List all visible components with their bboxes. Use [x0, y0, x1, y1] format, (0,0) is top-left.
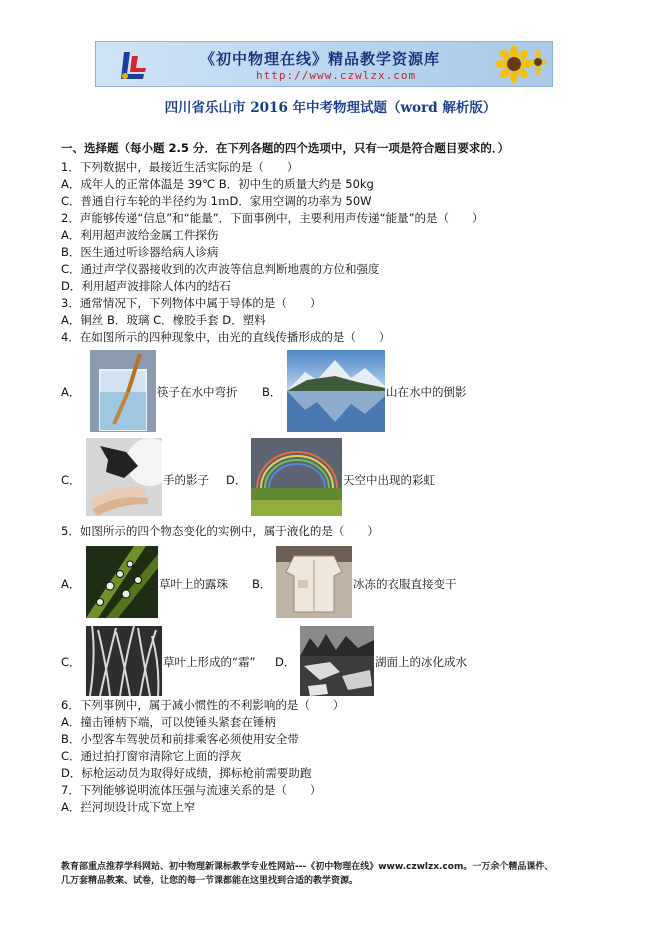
q5-a-label: A．: [61, 577, 81, 591]
footer-line-1: 教育部重点推荐学科网站、初中物理新课标教学专业性网站---《初中物理在线》www.czwlzx.com。一万余个精品课件、: [61, 862, 554, 872]
page-footer: [61, 860, 621, 888]
mountain-reflection-image: [287, 350, 385, 432]
q1-options-ab: A．成年人的正常体温是 39℃ B．初中生的质量大约是 50kg: [61, 177, 374, 191]
melting-lake-ice-image: [300, 626, 374, 696]
q5-d-label: D．: [275, 655, 296, 669]
frozen-clothes-image: [276, 546, 352, 618]
q5-b-text: 冰冻的衣服直接变干: [353, 577, 457, 591]
q6-option-b: B．小型客车驾驶员和前排乘客必须使用安全带: [61, 732, 299, 746]
q4-a-text: 筷子在水中弯折: [157, 385, 238, 399]
banner-title: 《初中物理在线》精品教学资源库: [200, 50, 441, 68]
q6-option-c: C．通过拍打窗帘清除它上面的浮灰: [61, 749, 242, 763]
q6-option-d: D．标枪运动员为取得好成绩，掷标枪前需要助跑: [61, 766, 312, 780]
header-banner: [95, 41, 553, 87]
document-title: 四川省乐山市 2016 年中考物理试题（word 解析版）: [164, 100, 497, 116]
q7-stem: 7．下列能够说明流体压强与流速关系的是（ ）: [61, 783, 322, 797]
q3-stem: 3．通常情况下，下列物体中属于导体的是（ ）: [61, 296, 322, 310]
q5-c-text: 草叶上形成的“霜”: [163, 655, 256, 669]
q2-stem: 2．声能够传递“信息”和“能量”．下面事例中，主要利用声传递“能量”的是（ ）: [61, 211, 484, 225]
q1-options-cd: C．普通自行车轮的半径约为 1ｍD．家用空调的功率为 50W: [61, 194, 372, 208]
q4-c-text: 手的影子: [163, 473, 209, 487]
section-heading: 一、选择题（每小题 2.5 分．在下列各题的四个选项中，只有一项是符合题目要求的．）: [61, 141, 510, 155]
footer-line-2: 几万套精品教案、试卷，让您的每一节课都能在这里找到合适的教学资源。: [61, 876, 359, 886]
q5-c-label: C．: [61, 655, 81, 669]
rainbow-image: [251, 438, 342, 516]
sunflower-icon: [492, 44, 546, 86]
hand-shadow-image: [86, 438, 162, 516]
chopsticks-in-water-image: [90, 350, 156, 432]
q5-stem: 5．如图所示的四个物态变化的实例中，属于液化的是（ ）: [61, 524, 379, 538]
q4-a-label: A．: [61, 385, 81, 399]
q4-stem: 4．在如图所示的四种现象中，由光的直线传播形成的是（ ）: [61, 330, 391, 344]
q4-c-label: C．: [61, 473, 81, 487]
q6-stem: 6．下列事例中，属于减小惯性的不利影响的是（ ）: [61, 698, 345, 712]
q2-option-a: A．利用超声波给金属工件探伤: [61, 228, 219, 242]
q5-d-text: 湖面上的冰化成水: [375, 655, 467, 669]
q4-b-text: 山在水中的倒影: [386, 385, 467, 399]
q4-b-label: B．: [262, 385, 282, 399]
q5-a-text: 草叶上的露珠: [159, 577, 228, 591]
site-logo-icon: [116, 48, 150, 82]
q7-option-a: A．拦河坝设计成下宽上窄: [61, 800, 196, 814]
q4-d-text: 天空中出现的彩虹: [343, 473, 435, 487]
q6-option-a: A．撞击锤柄下端，可以使锤头紧套在锤柄: [61, 715, 276, 729]
q2-option-d: D．利用超声波排除人体内的结石: [61, 279, 231, 293]
q1-stem: 1．下列数据中，最接近生活实际的是（ ）: [61, 160, 299, 174]
q4-d-label: D．: [226, 473, 247, 487]
q5-b-label: B．: [252, 577, 272, 591]
dew-drops-image: [86, 546, 158, 618]
q2-option-c: C．通过声学仪器接收到的次声波等信息判断地震的方位和强度: [61, 262, 380, 276]
banner-url[interactable]: http://www.czwlzx.com: [256, 69, 417, 82]
frost-on-grass-image: [86, 626, 162, 696]
q3-options: A．铜丝 B．玻璃 C．橡胶手套 D．塑料: [61, 313, 266, 327]
q2-option-b: B．医生通过听诊器给病人诊病: [61, 245, 219, 259]
